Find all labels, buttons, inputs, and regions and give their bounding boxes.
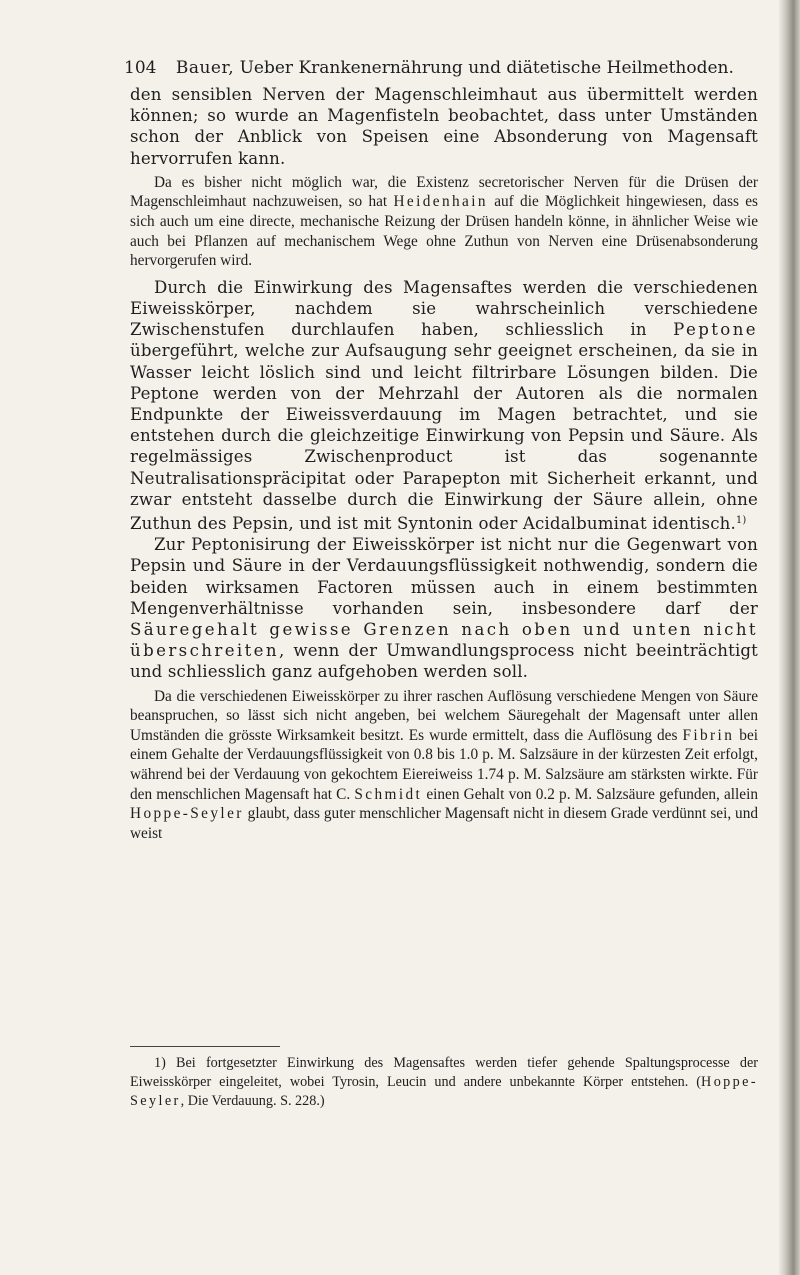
footnote-person-name: Hoppe-Seyler	[130, 1074, 758, 1109]
header-title: Ueber Krankenernährung und diätetische Heilmethoden.	[239, 58, 734, 78]
footnote-1	[130, 1054, 758, 1111]
p2-text-b: auf die Möglichkeit hingewiesen, dass es sich auch um eine directe, mechanische Reizung der Drüsen handeln könne, in ähnlicher Weise wie auch bei Pflanzen auf mechanischem Wege ohne Zuthun von Nerven eine Drüsenabsonderung hervorgerufen wird.	[130, 193, 759, 270]
paragraph-5-small	[130, 687, 758, 844]
person-name-schmidt: Schmidt	[354, 785, 423, 803]
p2-text-a: Da es bisher nicht möglich war, die Existenz secretorischer Nerven für die Drüsen der Magenschleimhaut nachzuweisen, so hat	[130, 173, 758, 211]
paragraph-2-small	[130, 173, 758, 271]
footnote-mark: 1)	[154, 1055, 166, 1071]
main-text	[130, 84, 758, 849]
p5-text-a: Da die verschiedenen Eiweisskörper zu ihrer raschen Auflösung verschiedene Mengen von Säure beanspruchen, so lässt sich nicht angeben, bei welchem Säuregehalt der Magensaft unter allen Umständen die grösste Wirksamkeit besitzt. Es wurde ermittelt, dass die Auflösung des	[130, 687, 758, 744]
p3-text-b: übergeführt, welche zur Aufsaugung sehr geeignet erscheinen, da sie in Wasser leicht löslich sind und leicht filtrirbare Lösungen bilden. Die Peptone werden von der Mehrzahl der Autoren als die normalen Endpunkte der Eiweissverdauung im Magen betrachtet, und sie entstehen durch die gleichzeitige Einwirkung von Pepsin und Säure. Als regelmässiges Zwischenproduct ist das sogenannte Neutralisationspräcipitat oder Parapepton mit Sicherheit erkannt, und zwar entsteht dasselbe durch die Einwirkung der Säure allein, ohne Zuthun des Pepsin, und ist mit Syntonin oder Acidalbuminat identisch.	[130, 341, 758, 534]
p3-text-a: Durch die Einwirkung des Magensaftes werden die verschiedenen Eiweisskörper, nachdem sie wahrscheinlich verschiedene Zwischenstufen durchlaufen haben, schliesslich in	[130, 277, 758, 340]
footnote-reference: 1)	[735, 515, 747, 527]
p4-text-b: , wenn der Umwandlungsprocess nicht beeinträchtigt und schliesslich ganz aufgehoben werden soll.	[130, 641, 758, 682]
person-name-hoppe-seyler: Hoppe-Seyler	[130, 805, 244, 823]
p5-text-d: glaubt, dass guter menschlicher Magensaft nicht in diesem Grade verdünnt sei, und weist	[130, 805, 758, 842]
page-gutter-shadow	[778, 0, 800, 1275]
p4-emphasis: Säuregehalt gewisse Grenzen nach oben und unten nicht überschreiten	[130, 620, 758, 661]
p5-text-c: einen Gehalt von 0.2 p. M. Salzsäure gefunden, allein	[422, 785, 758, 803]
term-peptone: Peptone	[673, 320, 758, 340]
footnote-text-a: Bei fortgesetzter Einwirkung des Magensaftes werden tiefer gehende Spaltungsprocesse der Eiweisskörper eingeleitet, wobei Tyrosin, Leucin und andere unbekannte Körper entstehen. (	[130, 1055, 758, 1090]
header-author: Bauer,	[175, 58, 235, 78]
p5-text-b: bei einem Gehalte der Verdauungsflüssigkeit von 0.8 bis 1.0 p. M. Salzsäure in der kürzesten Zeit erfolgt, während bei der Verdauung von gekochtem Eiereiweiss 1.74 p. M. Salzsäure am stärksten wirkte. Für den menschlichen Magensaft hat C.	[130, 726, 758, 803]
paragraph-4	[130, 534, 758, 682]
paragraph-1: den sensiblen Nerven der Magenschleimhaut aus übermittelt werden können; so wurde an Magenfisteln beobachtet, dass unter Umständen schon der Anblick von Speisen eine Absonderung von Magensaft hervorrufen kann.	[130, 85, 758, 168]
page-number: 104	[124, 58, 157, 78]
footnote-text-b: , Die Verdauung. S. 228.)	[180, 1093, 325, 1109]
footnote-divider	[130, 1046, 280, 1047]
term-fibrin: Fibrin	[682, 726, 735, 744]
paragraph-3	[130, 277, 758, 534]
running-header	[124, 57, 764, 79]
p4-text-a: Zur Peptonisirung der Eiweisskörper ist nicht nur die Gegenwart von Pepsin und Säure in der Verdauungsflüssigkeit nothwendig, sondern die beiden wirksamen Factoren müssen auch in einem bestimmten Mengenverhältnisse vorhanden sein, insbesondere darf der	[130, 535, 758, 618]
person-name-heidenhain: Heidenhain	[393, 193, 488, 211]
